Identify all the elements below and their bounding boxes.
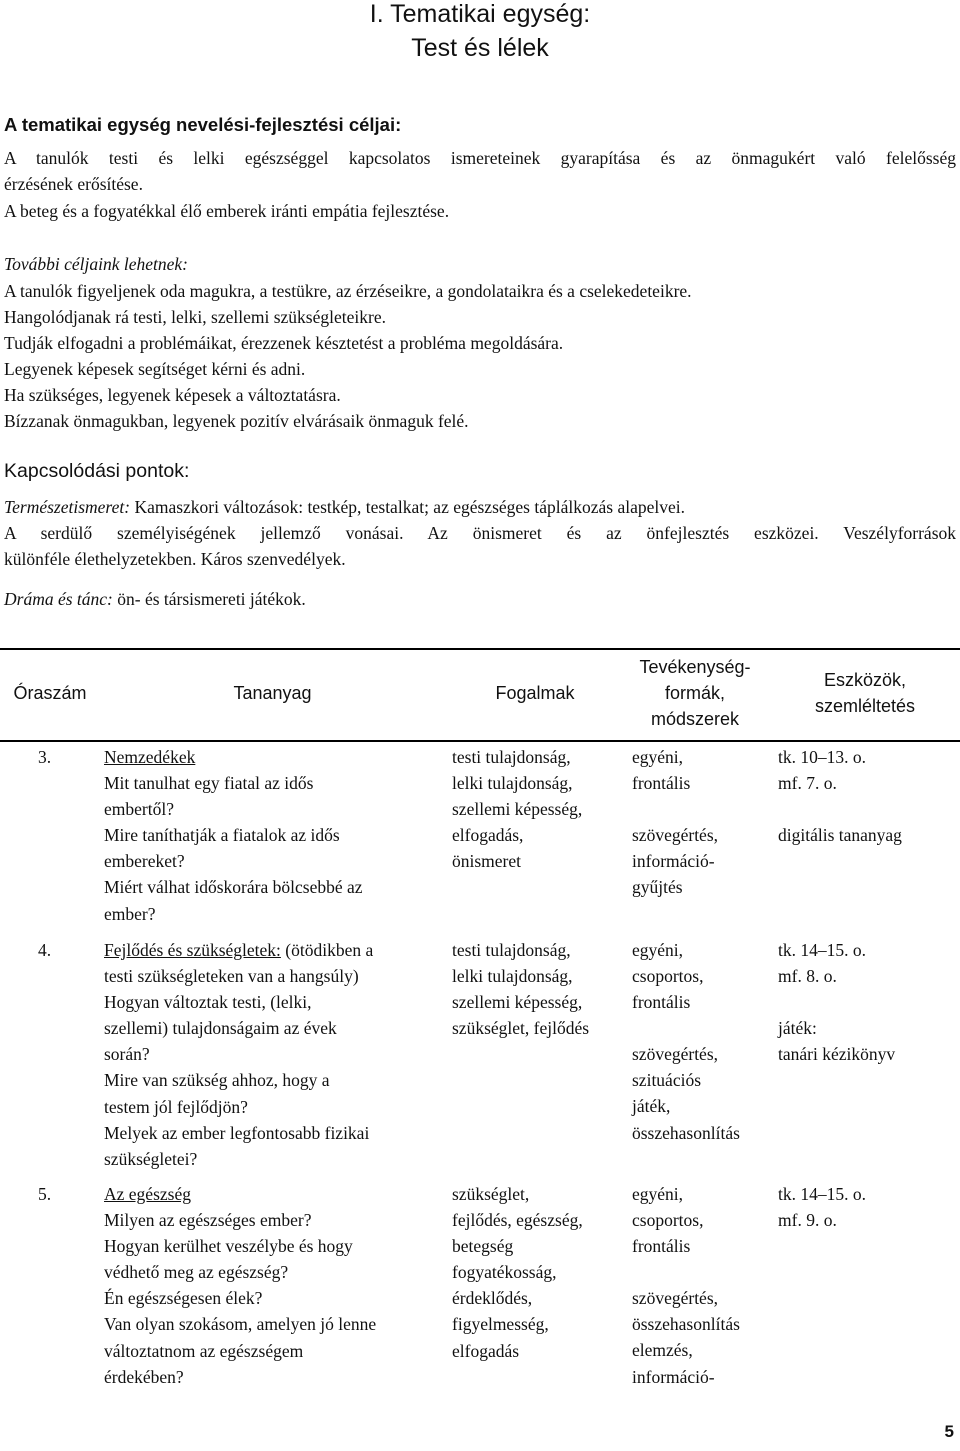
links-heading: Kapcsolódási pontok:	[4, 460, 190, 482]
goals-heading: A tematikai egység nevelési-fejlesztési céljai:	[4, 114, 402, 135]
row-methods	[632, 1181, 740, 1390]
row-content-line: Én egészségesen élek?	[104, 1288, 263, 1309]
row-topic-title: Fejlődés és szükségletek:	[104, 940, 281, 960]
links-line-3: különféle élethelyzetekben. Káros szenvedélyek.	[4, 549, 346, 569]
header-concepts: Fogalmak	[495, 683, 575, 703]
row-concepts-line: testi tulajdonság,	[452, 747, 571, 767]
row-tools-line: mf. 9. o.	[778, 1210, 837, 1231]
header-hours: Óraszám	[13, 683, 87, 703]
row-concepts-line: lelki tulajdonság,	[452, 966, 573, 987]
row-concepts-line: figyelmesség,	[452, 1314, 549, 1335]
row-content-line: embereket?	[104, 851, 185, 872]
goals-line-1: A tanulók testi és lelki egészséggel kapcsolatos ismereteinek gyarapítása és az önmagukért való felelősség	[4, 148, 956, 168]
row-concepts-line: elfogadás,	[452, 825, 524, 846]
row-concepts-line: elfogadás	[452, 1340, 520, 1361]
row-methods-line	[632, 1259, 740, 1285]
further-goal-item: A tanulók figyeljenek oda magukra, a testükre, az érzéseikre, a gondolataikra és a cselekedeteikre.	[4, 281, 692, 301]
row-methods-line: összehasonlítás	[632, 1122, 740, 1143]
links-science-text: Kamaszkori változások: testkép, testalkat; az egészséges táplálkozás alapelvei.	[130, 497, 685, 517]
row-content	[104, 1181, 376, 1390]
row-tools-line: tk. 10–13. o.	[778, 747, 866, 767]
links-drama-text: ön- és társismereti játékok.	[112, 589, 306, 609]
row-methods-line: egyéni,	[632, 747, 684, 767]
row-concepts	[452, 937, 589, 1041]
row-methods	[632, 937, 740, 1146]
further-goal-item: Tudják elfogadni a problémáikat, érezzenek késztetést a probléma megoldására.	[4, 333, 564, 353]
row-content-line: embertől?	[104, 799, 174, 820]
header-tools	[775, 667, 955, 719]
row-methods-line: információ-	[632, 851, 715, 872]
row-methods-line: szövegértés,	[632, 825, 719, 846]
row-topic-title: Az egészség	[104, 1184, 191, 1204]
row-concepts	[452, 1181, 583, 1364]
row-concepts-line: fogyatékosság,	[452, 1262, 557, 1283]
header-tools-line: Eszközök,	[823, 670, 907, 690]
row-content-line: Melyek az ember legfontosabb fizikai	[104, 1122, 370, 1143]
row-concepts-line: szellemi képesség,	[452, 799, 583, 820]
row-methods-line: szituációs	[632, 1070, 702, 1091]
row-content-line: Hogyan változtak testi, (lelki,	[104, 992, 312, 1013]
header-activity-line: formák,	[664, 683, 725, 703]
links-line-2: A serdülő személyiségének jellemző vonásai. Az önismeret és az önfejlesztés eszközei. Veszélyforrások	[4, 523, 956, 543]
row-content-line: során?	[104, 1044, 150, 1065]
row-methods-line: csoportos,	[632, 1210, 704, 1231]
links-line-1	[4, 497, 956, 518]
row-methods-line: szövegértés,	[632, 1044, 719, 1065]
table-header-rule	[0, 740, 960, 742]
row-concepts-line: testi tulajdonság,	[452, 940, 571, 960]
row-concepts	[452, 744, 582, 874]
row-tools-line	[778, 796, 902, 822]
row-hour-number: 5.	[38, 1184, 52, 1204]
row-methods-line: összehasonlítás	[632, 1314, 740, 1335]
row-tools-line: digitális tananyag	[778, 825, 902, 846]
row-tools-line: mf. 8. o.	[778, 966, 837, 987]
further-goal-item: Hangolódjanak rá testi, lelki, szellemi szükségleteikre.	[4, 307, 386, 327]
row-concepts-line: szükséglet, fejlődés	[452, 1018, 590, 1039]
row-content	[104, 937, 373, 1172]
row-concepts-line: szükséglet,	[452, 1184, 530, 1204]
row-topic-line	[104, 1181, 376, 1207]
row-content-line: Milyen az egészséges ember?	[104, 1210, 312, 1231]
row-methods-line: gyűjtés	[632, 877, 683, 898]
row-tools-line: játék:	[778, 1018, 817, 1039]
row-content-line: szellemi) tulajdonságaim az évek	[104, 1018, 337, 1039]
row-methods-line	[632, 796, 718, 822]
row-content-line: érdekében?	[104, 1366, 184, 1387]
row-methods	[632, 744, 718, 900]
row-methods-line: egyéni,	[632, 1184, 684, 1204]
unit-title: I. Tematikai egység:	[369, 0, 591, 28]
row-methods-line: elemzés,	[632, 1340, 693, 1361]
row-methods-line: szövegértés,	[632, 1288, 719, 1309]
row-concepts-line: érdeklődés,	[452, 1288, 533, 1309]
row-methods-line: frontális	[632, 1236, 691, 1257]
row-concepts-line: szellemi képesség,	[452, 992, 583, 1013]
row-content-line: szükségletei?	[104, 1148, 198, 1169]
row-content-line: testi szükségleteken van a hangsúly)	[104, 966, 359, 987]
row-content-line: Hogyan kerülhet veszélybe és hogy	[104, 1236, 353, 1257]
header-content: Tananyag	[233, 683, 312, 703]
row-concepts-line: fejlődés, egészség,	[452, 1210, 583, 1231]
row-concepts-line: betegség	[452, 1236, 514, 1257]
goals-line-3: A beteg és a fogyatékkal élő emberek iránti empátia fejlesztése.	[4, 201, 450, 221]
row-topic-rest: (ötödikben a	[280, 940, 374, 960]
row-methods-line: csoportos,	[632, 966, 704, 987]
further-goal-item: Legyenek képesek segítséget kérni és adni.	[4, 359, 306, 379]
row-tools	[778, 744, 902, 848]
row-content-line: változtatnom az egészségem	[104, 1340, 304, 1361]
header-activity-line: Tevékenység-	[639, 657, 751, 677]
links-line-4	[4, 589, 956, 610]
row-concepts-line: önismeret	[452, 851, 522, 872]
page-number: 5	[944, 1422, 954, 1441]
row-tools-line: tanári kézikönyv	[778, 1044, 896, 1065]
row-topic-line	[104, 937, 373, 963]
links-drama-label: Dráma és tánc:	[4, 589, 113, 609]
row-methods-line: játék,	[632, 1096, 671, 1117]
row-tools-line: tk. 14–15. o.	[778, 940, 866, 960]
row-hour-number: 4.	[38, 940, 52, 960]
row-content-line: Van olyan szokásom, amelyen jó lenne	[104, 1314, 377, 1335]
row-tools	[778, 937, 895, 1067]
row-content-line: ember?	[104, 903, 156, 924]
further-goal-item: Ha szükséges, legyenek képesek a változtatásra.	[4, 385, 341, 405]
row-tools-line	[778, 989, 895, 1015]
row-methods-line: frontális	[632, 992, 691, 1013]
goals-line-2: érzésének erősítése.	[4, 174, 143, 194]
further-goals-heading: További céljaink lehetnek:	[4, 254, 189, 274]
row-content-line: Mire taníthatják a fiatalok az idős	[104, 825, 340, 846]
table-top-rule	[0, 648, 960, 650]
row-tools-line: tk. 14–15. o.	[778, 1184, 866, 1204]
row-content-line: Mire van szükség ahhoz, hogy a	[104, 1070, 330, 1091]
row-content-line: Miért válhat időskorára bölcsebbé az	[104, 877, 363, 898]
row-tools-line: mf. 7. o.	[778, 773, 837, 794]
row-concepts-line: lelki tulajdonság,	[452, 773, 573, 794]
row-methods-line: információ-	[632, 1366, 715, 1387]
further-goal-item: Bízzanak önmagukban, legyenek pozitív elvárásaik önmaguk felé.	[4, 411, 469, 431]
row-methods-line: frontális	[632, 773, 691, 794]
row-content-line: védhető meg az egészség?	[104, 1262, 289, 1283]
links-science-label: Természetismeret:	[4, 497, 131, 517]
row-topic-line	[104, 744, 363, 770]
row-tools	[778, 1181, 866, 1233]
header-activity	[620, 654, 770, 732]
row-topic-title: Nemzedékek	[104, 747, 196, 767]
header-tools-line: szemléltetés	[814, 696, 916, 716]
header-activity-line: módszerek	[650, 709, 740, 729]
row-content-line: testem jól fejlődjön?	[104, 1096, 248, 1117]
row-hour-number: 3.	[38, 747, 52, 767]
row-methods-line: egyéni,	[632, 940, 684, 960]
row-methods-line	[632, 1015, 740, 1041]
row-content-line: Mit tanulhat egy fiatal az idős	[104, 773, 314, 794]
unit-subtitle: Test és lélek	[411, 34, 549, 62]
row-content	[104, 744, 363, 927]
